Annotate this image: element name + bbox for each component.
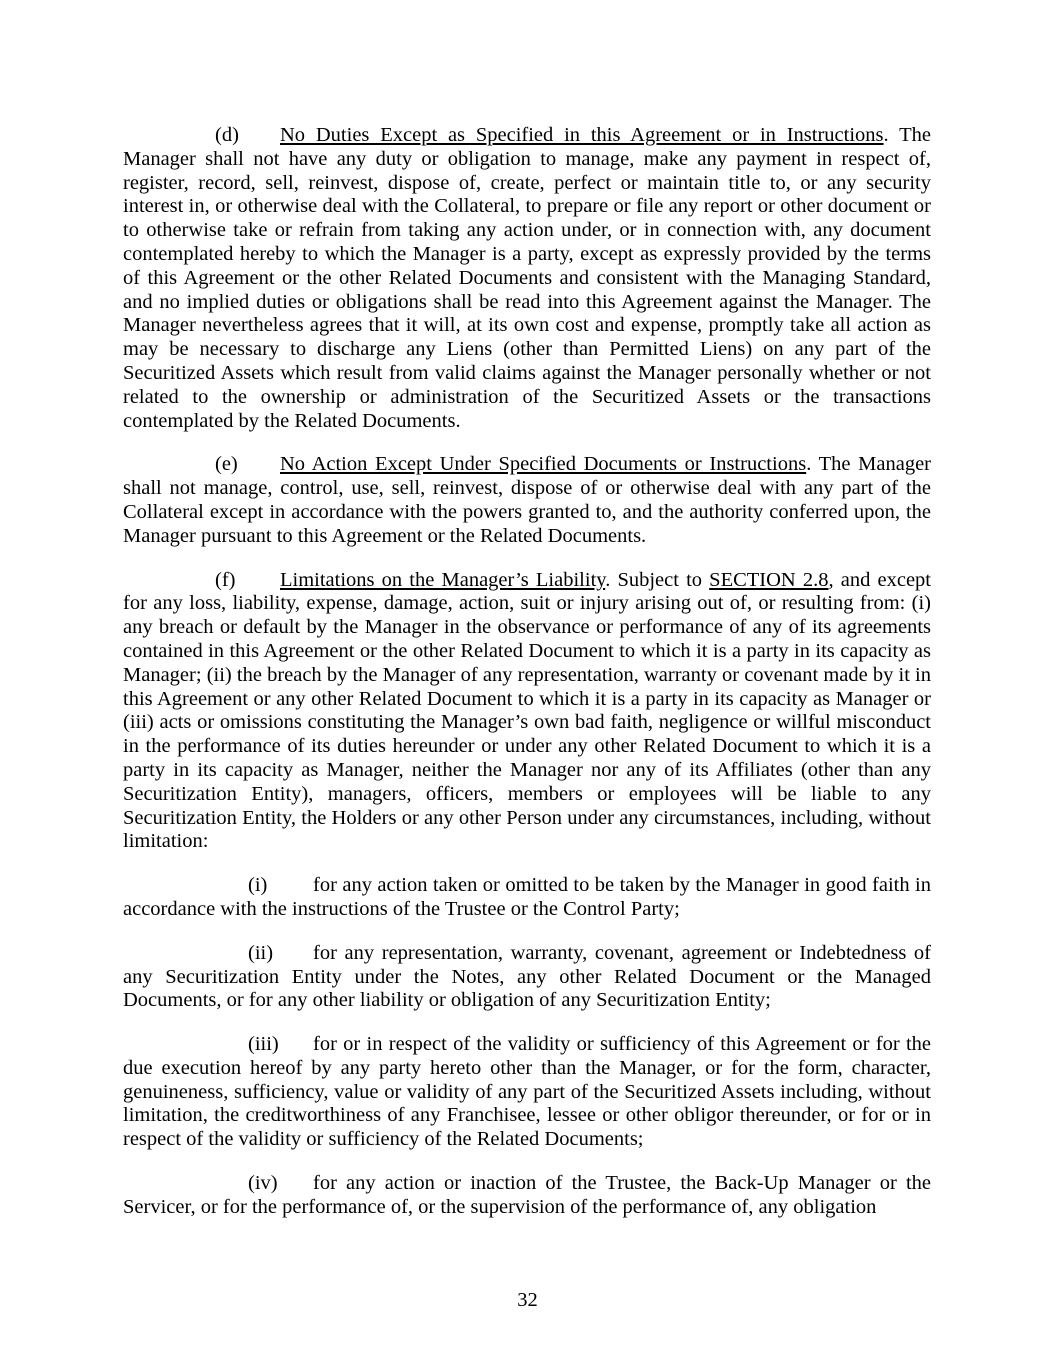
clause-ii bbox=[123, 942, 931, 1013]
paragraph-f-label: (f) bbox=[215, 568, 236, 591]
clause-iv bbox=[123, 1172, 931, 1220]
clause-iv-label: (iv) bbox=[248, 1172, 278, 1195]
clause-i-body: for any action taken or omitted to be taken by the Manager in good faith in accordance with the instructions of the Trustee or the Control Party; bbox=[123, 874, 931, 920]
clause-i bbox=[123, 874, 931, 922]
paragraph-f-heading: Limitations on the Manager’s Liability bbox=[280, 568, 606, 591]
clause-iii-label: (iii) bbox=[248, 1033, 279, 1056]
page-number: 32 bbox=[517, 1289, 538, 1311]
clause-iv-body: for any action or inaction of the Trustee, the Back-Up Manager or the Servicer, or for the performance of, or the supervision of the performance of, any obligation bbox=[123, 1172, 931, 1218]
clause-ii-body: for any representation, warranty, covenant, agreement or Indebtedness of any Securitization Entity under the Notes, any other Related Document or the Managed Documents, or for any other liability or obligation of any Securitization Entity; bbox=[123, 941, 931, 1012]
paragraph-e-body: . The Manager shall not manage, control, use, sell, reinvest, dispose of or otherwise deal with any part of the Collateral except in accordance with the powers granted to, and the authority conferred upon, the Manager pursuant to this Agreement or the Related Documents. bbox=[123, 453, 931, 547]
paragraph-d bbox=[123, 124, 931, 433]
clause-i-label: (i) bbox=[248, 874, 268, 897]
paragraph-f-body: , and except for any loss, liability, expense, damage, action, suit or injury arising out of, or resulting from: (i) any breach or default by the Manager in the observance or performance of any of its agreements contained in this Agreement or the other Related Document to which it is a party in its capacity as Manager; (ii) the breach by the Manager of any representation, warranty or covenant made by it in this Agreement or any other Related Document to which it is a party in its capacity as Manager or (iii) acts or omissions constituting the Manager’s own bad faith, negligence or willful misconduct in the performance of its duties hereunder or under any other Related Document to which it is a party in its capacity as Manager, neither the Manager nor any of its Affiliates (other than any Securitization Entity), managers, officers, members or employees will be liable to any Securitization Entity, the Holders or any other Person under any circumstances, including, without limitation: bbox=[123, 568, 931, 853]
paragraph-e-heading: No Action Except Under Specified Documents or Instructions bbox=[280, 453, 807, 476]
paragraph-e-label: (e) bbox=[215, 453, 238, 476]
paragraph-f-after-heading: . Subject to bbox=[605, 568, 710, 591]
paragraph-d-label: (d) bbox=[215, 124, 239, 146]
clause-iii-body: for or in respect of the validity or sufficiency of this Agreement or for the due execution hereof by any party hereto other than the Manager, or for the form, character, genuineness, sufficiency, value or validity of any part of the Securitized Assets including, without limitation, the creditworthiness of any Franchisee, lessee or other obligor thereunder, or for or in respect of the validity or sufficiency of the Related Documents; bbox=[123, 1033, 931, 1151]
clause-ii-label: (ii) bbox=[248, 941, 274, 964]
paragraph-e bbox=[123, 453, 931, 548]
paragraph-f bbox=[123, 569, 931, 855]
paragraph-d-body: . The Manager shall not have any duty or obligation to manage, make any payment in respect of, register, record, sell, reinvest, dispose of, create, perfect or maintain title to, or any security interest in, or otherwise deal with the Collateral, to prepare or file any report or other document or to otherwise take or refrain from taking any action under, or in connection with, any document contemplated hereby to which the Manager is a party, except as expressly provided by the terms of this Agreement or the other Related Documents and consistent with the Managing Standard, and no implied duties or obligations shall be read into this Agreement against the Manager. The Manager nevertheless agrees that it will, at its own cost and expense, promptly take all action as may be necessary to discharge any Liens (other than Permitted Liens) on any part of the Securitized Assets which result from valid claims against the Manager personally whether or not related to the ownership or administration of the Securitized Assets or the transactions contemplated by the Related Documents. bbox=[123, 124, 931, 432]
paragraph-d-heading: No Duties Except as Specified in this Agreement or in Instructions bbox=[280, 124, 884, 146]
clause-iii bbox=[123, 1033, 931, 1152]
section-2-8-reference: SECTION 2.8 bbox=[709, 568, 829, 591]
